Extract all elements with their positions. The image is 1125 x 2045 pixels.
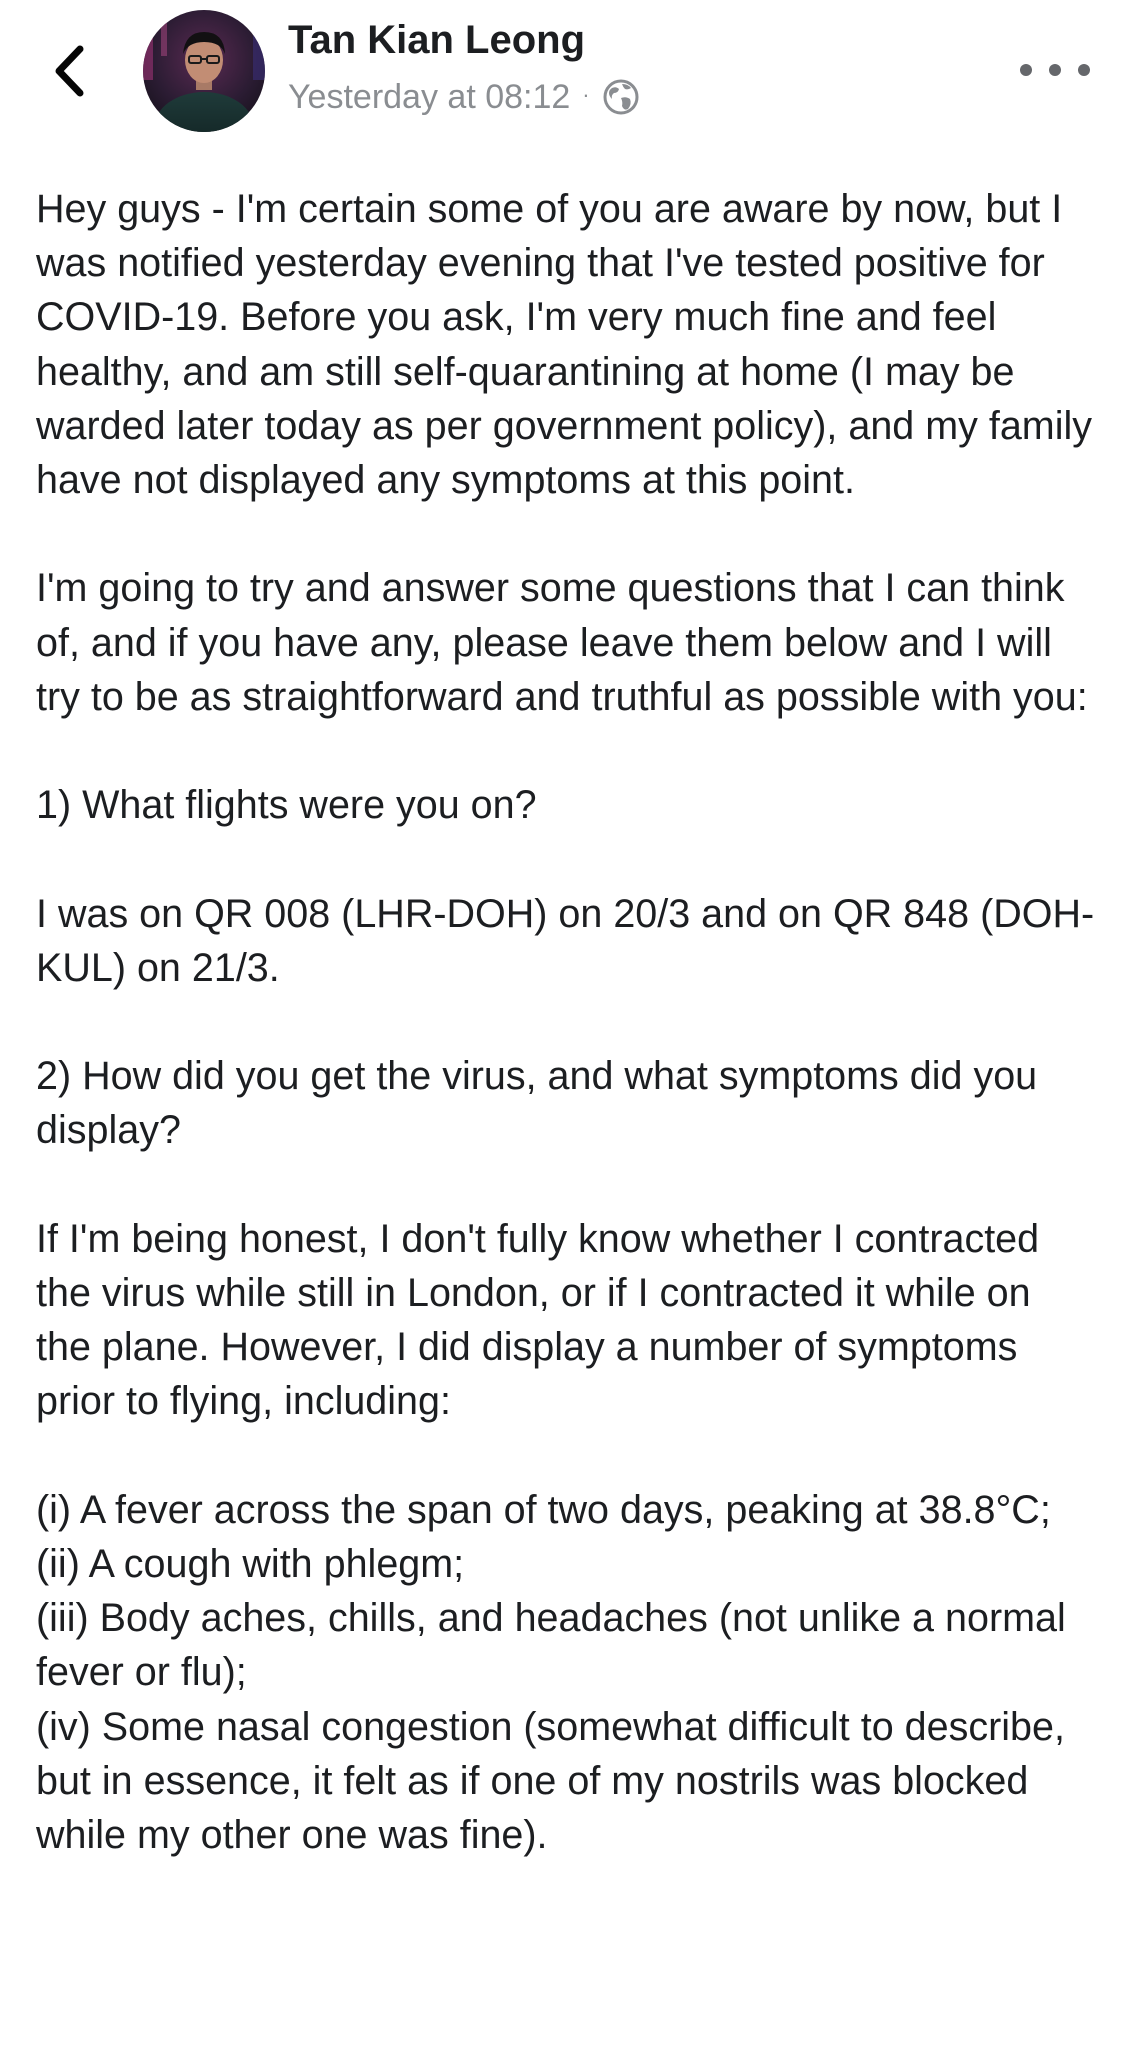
globe-icon xyxy=(602,78,640,116)
symptom-item: (i) A fever across the span of two days, peaking at 38.8°C; xyxy=(36,1487,1051,1532)
symptom-item: (iv) Some nasal congestion (somewhat difficult to describe, but in essence, it felt as if one of my nostrils was blocked while my other one was fine). xyxy=(36,1704,1065,1857)
post-paragraph: If I'm being honest, I don't fully know whether I contracted the virus while still in London, or if I contracted it while on the plane. However, I did display a number of symptoms prior to flying, including: xyxy=(36,1216,1040,1424)
paragraph-gap xyxy=(36,507,1096,561)
more-options-button[interactable] xyxy=(1020,48,1090,92)
back-button[interactable] xyxy=(40,36,100,106)
question-heading: 2) How did you get the virus, and what symptoms did you display? xyxy=(36,1054,1038,1153)
more-horizontal-icon xyxy=(1020,64,1032,76)
post-paragraph: Hey guys - I'm certain some of you are aware by now, but I was notified yesterday evening that I've tested positive for COVID-19. Before you ask, I'm very much fine and feel healthy, and am still self-quarantining at home (I may be warded later today as per government policy), and my family have not displayed any symptoms at this point. xyxy=(36,187,1093,503)
symptom-item: (ii) A cough with phlegm; xyxy=(36,1541,465,1586)
symptom-item: (iii) Body aches, chills, and headaches (not unlike a normal fever or flu); xyxy=(36,1596,1066,1695)
more-dot xyxy=(1078,64,1090,76)
avatar-image xyxy=(143,10,265,132)
paragraph-gap xyxy=(36,724,1096,778)
paragraph-gap xyxy=(36,1429,1096,1483)
paragraph-gap xyxy=(36,832,1096,886)
chevron-left-icon xyxy=(52,45,88,97)
post-paragraph: I'm going to try and answer some questions that I can think of, and if you have any, please leave them below and I will try to be as straightforward and truthful as possible with you: xyxy=(36,566,1088,719)
post-paragraph: I was on QR 008 (LHR-DOH) on 20/3 and on QR 848 (DOH-KUL) on 21/3. xyxy=(36,891,1095,990)
post-meta xyxy=(288,74,640,120)
paragraph-gap xyxy=(36,995,1096,1049)
question-heading: 1) What flights were you on? xyxy=(36,783,537,828)
author-name[interactable]: Tan Kian Leong xyxy=(288,18,586,62)
more-dot xyxy=(1049,64,1061,76)
post-body xyxy=(36,182,1096,1862)
paragraph-gap xyxy=(36,1158,1096,1212)
meta-separator: · xyxy=(582,82,590,107)
post-timestamp[interactable]: Yesterday at 08:12 xyxy=(288,77,571,116)
avatar[interactable] xyxy=(143,10,265,132)
post-header xyxy=(0,0,1125,150)
